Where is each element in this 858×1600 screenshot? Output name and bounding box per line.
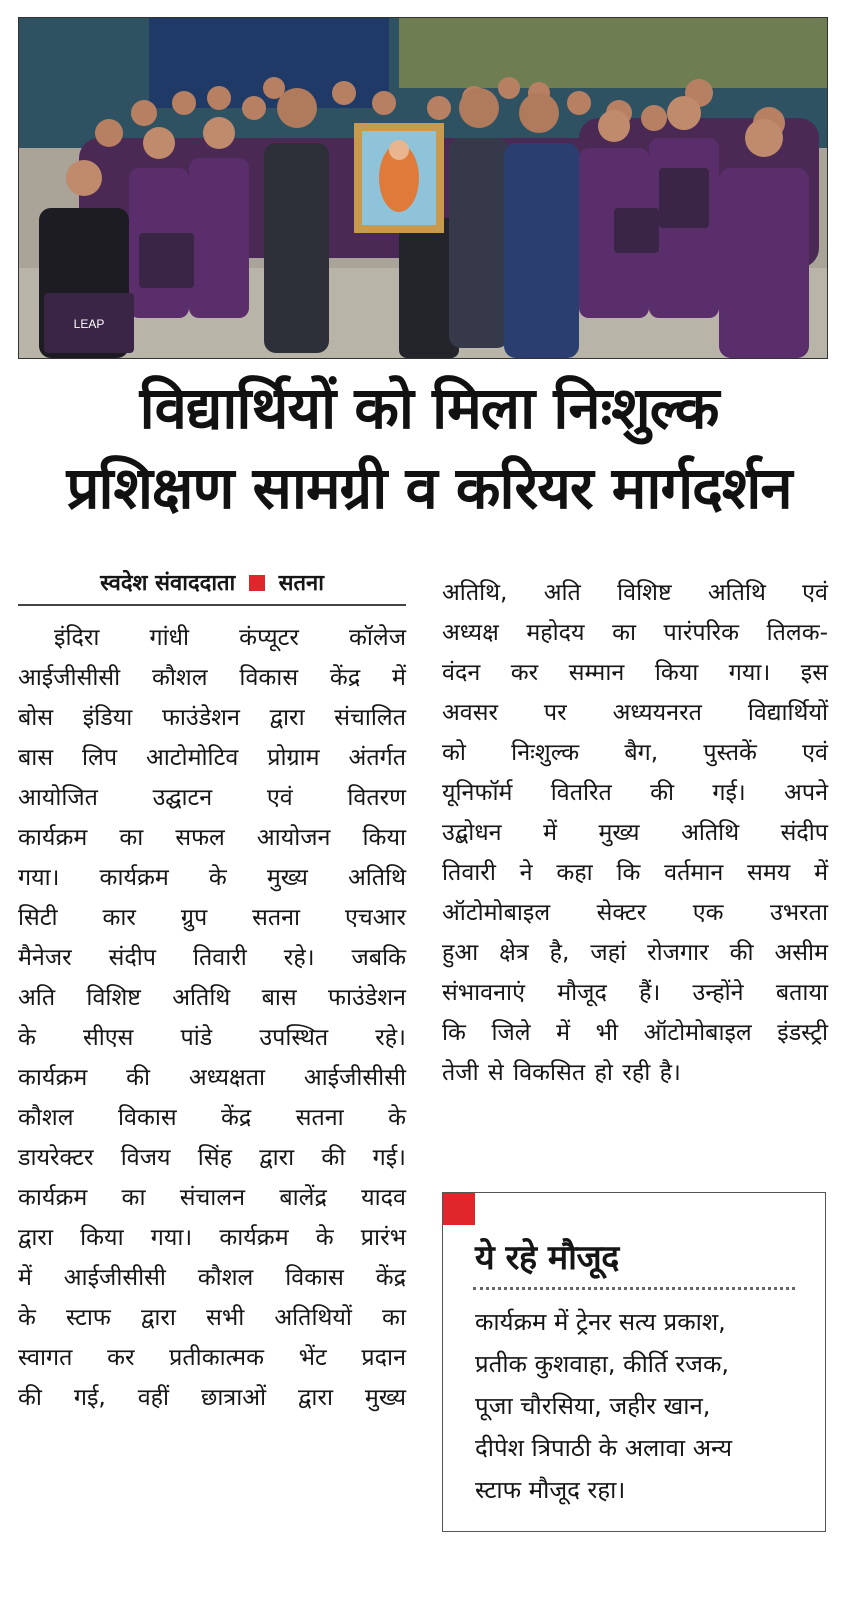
text-line: कार्यक्रम का सफल आयोजन किया [18,824,406,851]
byline [18,566,406,606]
text-line: ऑटोमोबाइल सेक्टर एक उभरता [442,899,828,926]
text-line: में आईजीसीसी कौशल विकास केंद्र [18,1264,406,1291]
text-line: द्वारा किया गया। कार्यक्रम के प्रारंभ [18,1224,406,1251]
text-line: सिटी कार ग्रुप सतना एचआर [18,904,406,931]
article-left-column [18,618,406,1418]
box-title: ये रहे मौजूद [475,1238,619,1278]
text-line: अतिथि, अति विशिष्ट अतिथि एवं [442,579,828,606]
text-line: कौशल विकास केंद्र सतना के [18,1104,406,1131]
text-line: के स्टाफ द्वारा सभी अतिथियों का [18,1304,406,1331]
group-photo-illustration [19,18,827,358]
text-line: उद्बोधन में मुख्य अतिथि संदीप [442,819,828,846]
text-line: कार्यक्रम का संचालन बालेंद्र यादव [18,1184,406,1211]
text-line: इंदिरा गांधी कंप्यूटर कॉलेज [54,624,406,651]
headline-line-1: विद्यार्थियों को मिला निःशुल्क [139,374,719,442]
box-line: पूजा चौरसिया, जहीर खान, [475,1392,711,1420]
text-line: बोस इंडिया फाउंडेशन द्वारा संचालित [18,704,406,731]
present-list-box [442,1192,826,1532]
red-square-icon [249,575,265,591]
news-photo [18,17,828,359]
text-line: बास लिप आटोमोटिव प्रोग्राम अंतर्गत [18,744,406,771]
text-line: संभावनाएं मौजूद हैं। उन्होंने बताया [442,979,828,1006]
red-square-icon [443,1193,475,1225]
text-line: तिवारी ने कहा कि वर्तमान समय में [442,859,828,886]
text-line: स्वागत कर प्रतीकात्मक भेंट प्रदान [18,1344,406,1371]
bag-label: LEAP [73,317,105,331]
headline [18,368,840,528]
text-line: अध्यक्ष महोदय का पारंपरिक तिलक- [442,619,828,646]
byline-city: सतना [278,571,324,596]
text-line: अवसर पर अध्ययनरत विद्यार्थियों [442,699,828,726]
text-line: को निःशुल्क बैग, पुस्तकें एवं [442,739,828,766]
box-line: प्रतीक कुशवाहा, कीर्ति रजक, [475,1350,729,1378]
headline-line-2: प्रशिक्षण सामग्री व करियर मार्गदर्शन [66,454,792,522]
text-line: तेजी से विकसित हो रही है। [442,1059,681,1086]
box-line: स्टाफ मौजूद रहा। [475,1476,626,1504]
box-text [475,1301,805,1511]
article-right-column [442,573,828,1093]
text-line: मैनेजर संदीप तिवारी रहे। जबकि [18,944,406,971]
box-line: दीपेश त्रिपाठी के अलावा अन्य [475,1434,733,1462]
text-line: डायरेक्टर विजय सिंह द्वारा की गई। [18,1144,406,1171]
text-line: गया। कार्यक्रम के मुख्य अतिथि [18,864,406,891]
byline-source: स्वदेश संवाददाता [100,571,236,596]
box-line: कार्यक्रम में ट्रेनर सत्य प्रकाश, [475,1308,726,1336]
text-line: के सीएस पांडे उपस्थित रहे। [18,1024,406,1051]
text-line: यूनिफॉर्म वितरित की गई। अपने [442,779,828,806]
page-bottom-strip [0,1546,858,1600]
text-line: आयोजित उद्घाटन एवं वितरण [18,784,406,811]
text-line: हुआ क्षेत्र है, जहां रोजगार की असीम [442,939,828,966]
text-line: आईजीसीसी कौशल विकास केंद्र में [18,664,406,691]
text-line: की गई, वहीं छात्राओं द्वारा मुख्य [18,1384,406,1411]
text-line: कि जिले में भी ऑटोमोबाइल इंडस्ट्री [442,1019,828,1046]
dotted-divider [473,1287,795,1290]
text-line: कार्यक्रम की अध्यक्षता आईजीसीसी [18,1064,406,1091]
text-line: वंदन कर सम्मान किया गया। इस [442,659,828,686]
text-line: अति विशिष्ट अतिथि बास फाउंडेशन [18,984,406,1011]
